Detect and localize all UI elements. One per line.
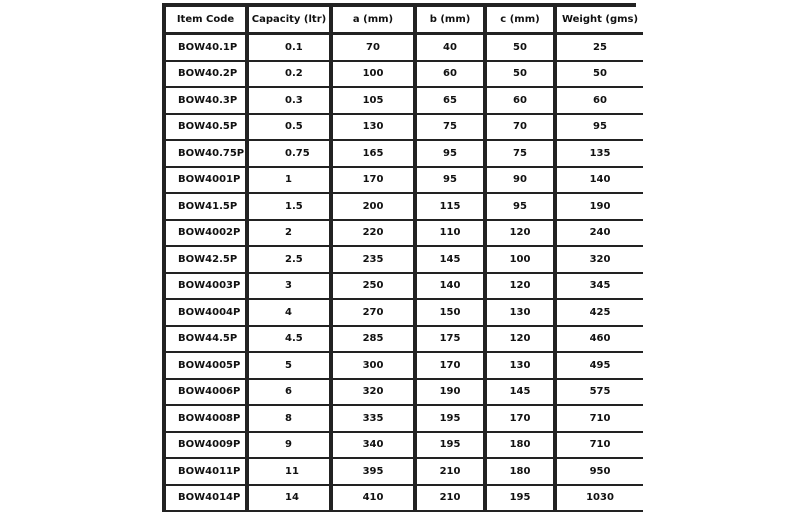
header-row [166,7,643,35]
table-row [166,62,643,89]
header-capacity: Capacity (ltr) [249,7,329,35]
cell-b-mm: 75 [417,115,483,142]
table-row [166,88,643,115]
cell-capacity: 5 [249,353,329,380]
cell-a-mm: 270 [333,300,413,327]
cell-a-mm: 320 [333,380,413,407]
table-row [166,459,643,486]
cell-c-mm: 100 [487,247,553,274]
cell-b-mm: 175 [417,327,483,354]
cell-capacity: 6 [249,380,329,407]
cell-weight: 345 [557,274,643,301]
cell-capacity: 0.1 [249,35,329,62]
cell-b-mm: 40 [417,35,483,62]
cell-capacity: 1.5 [249,194,329,221]
cell-item-code: BOW44.5P [166,327,245,354]
cell-capacity: 14 [249,486,329,513]
table-row [166,486,643,513]
cell-weight: 140 [557,168,643,195]
cell-c-mm: 70 [487,115,553,142]
table-row [166,35,643,62]
cell-a-mm: 250 [333,274,413,301]
cell-item-code: BOW4008P [166,406,245,433]
table-row [166,353,643,380]
cell-c-mm: 50 [487,62,553,89]
cell-capacity: 9 [249,433,329,460]
cell-item-code: BOW41.5P [166,194,245,221]
cell-weight: 710 [557,406,643,433]
cell-c-mm: 95 [487,194,553,221]
cell-b-mm: 190 [417,380,483,407]
header-weight: Weight (gms) [557,7,643,35]
cell-c-mm: 170 [487,406,553,433]
cell-item-code: BOW4002P [166,221,245,248]
cell-item-code: BOW4001P [166,168,245,195]
cell-b-mm: 195 [417,406,483,433]
cell-weight: 495 [557,353,643,380]
cell-a-mm: 300 [333,353,413,380]
cell-c-mm: 130 [487,300,553,327]
table-row [166,433,643,460]
header-b: b (mm) [417,7,483,35]
cell-a-mm: 170 [333,168,413,195]
header-c: c (mm) [487,7,553,35]
cell-b-mm: 210 [417,486,483,513]
cell-a-mm: 130 [333,115,413,142]
header-a: a (mm) [333,7,413,35]
cell-c-mm: 90 [487,168,553,195]
cell-a-mm: 340 [333,433,413,460]
table-row [166,406,643,433]
cell-c-mm: 75 [487,141,553,168]
cell-capacity: 0.75 [249,141,329,168]
cell-a-mm: 285 [333,327,413,354]
cell-item-code: BOW40.3P [166,88,245,115]
cell-a-mm: 200 [333,194,413,221]
cell-b-mm: 170 [417,353,483,380]
cell-item-code: BOW40.1P [166,35,245,62]
cell-b-mm: 60 [417,62,483,89]
cell-weight: 950 [557,459,643,486]
cell-weight: 320 [557,247,643,274]
cell-weight: 60 [557,88,643,115]
cell-weight: 25 [557,35,643,62]
cell-c-mm: 120 [487,221,553,248]
cell-weight: 135 [557,141,643,168]
cell-weight: 190 [557,194,643,221]
cell-c-mm: 130 [487,353,553,380]
table-row [166,194,643,221]
cell-capacity: 1 [249,168,329,195]
cell-c-mm: 120 [487,274,553,301]
cell-b-mm: 150 [417,300,483,327]
cell-capacity: 11 [249,459,329,486]
cell-a-mm: 165 [333,141,413,168]
cell-weight: 240 [557,221,643,248]
cell-capacity: 8 [249,406,329,433]
cell-weight: 1030 [557,486,643,513]
cell-item-code: BOW4006P [166,380,245,407]
table-row [166,380,643,407]
cell-c-mm: 180 [487,459,553,486]
cell-item-code: BOW4009P [166,433,245,460]
cell-b-mm: 115 [417,194,483,221]
cell-weight: 575 [557,380,643,407]
cell-b-mm: 95 [417,168,483,195]
cell-capacity: 0.3 [249,88,329,115]
cell-c-mm: 180 [487,433,553,460]
cell-item-code: BOW40.2P [166,62,245,89]
cell-weight: 460 [557,327,643,354]
cell-b-mm: 145 [417,247,483,274]
cell-a-mm: 105 [333,88,413,115]
table-body [166,35,643,512]
cell-weight: 50 [557,62,643,89]
cell-a-mm: 100 [333,62,413,89]
cell-a-mm: 395 [333,459,413,486]
product-spec-table [162,7,647,512]
cell-item-code: BOW4005P [166,353,245,380]
cell-c-mm: 120 [487,327,553,354]
table-row [166,221,643,248]
cell-b-mm: 110 [417,221,483,248]
cell-c-mm: 195 [487,486,553,513]
cell-item-code: BOW4003P [166,274,245,301]
cell-item-code: BOW4004P [166,300,245,327]
cell-weight: 425 [557,300,643,327]
cell-a-mm: 335 [333,406,413,433]
cell-b-mm: 140 [417,274,483,301]
cell-a-mm: 70 [333,35,413,62]
cell-c-mm: 60 [487,88,553,115]
cell-item-code: BOW40.5P [166,115,245,142]
cell-a-mm: 235 [333,247,413,274]
cell-capacity: 0.2 [249,62,329,89]
cell-capacity: 4.5 [249,327,329,354]
cell-capacity: 3 [249,274,329,301]
cell-c-mm: 145 [487,380,553,407]
cell-capacity: 4 [249,300,329,327]
table-row [166,300,643,327]
cell-b-mm: 95 [417,141,483,168]
table-row [166,115,643,142]
cell-weight: 710 [557,433,643,460]
cell-weight: 95 [557,115,643,142]
cell-b-mm: 210 [417,459,483,486]
cell-item-code: BOW42.5P [166,247,245,274]
table-row [166,247,643,274]
cell-a-mm: 410 [333,486,413,513]
cell-item-code: BOW4011P [166,459,245,486]
table-row [166,327,643,354]
header-item-code: Item Code [166,7,245,35]
table-row [166,168,643,195]
table-row [166,141,643,168]
cell-capacity: 2.5 [249,247,329,274]
cell-capacity: 2 [249,221,329,248]
cell-capacity: 0.5 [249,115,329,142]
cell-c-mm: 50 [487,35,553,62]
cell-item-code: BOW40.75P [166,141,245,168]
table-row [166,274,643,301]
cell-a-mm: 220 [333,221,413,248]
cell-b-mm: 195 [417,433,483,460]
cell-item-code: BOW4014P [166,486,245,513]
cell-b-mm: 65 [417,88,483,115]
